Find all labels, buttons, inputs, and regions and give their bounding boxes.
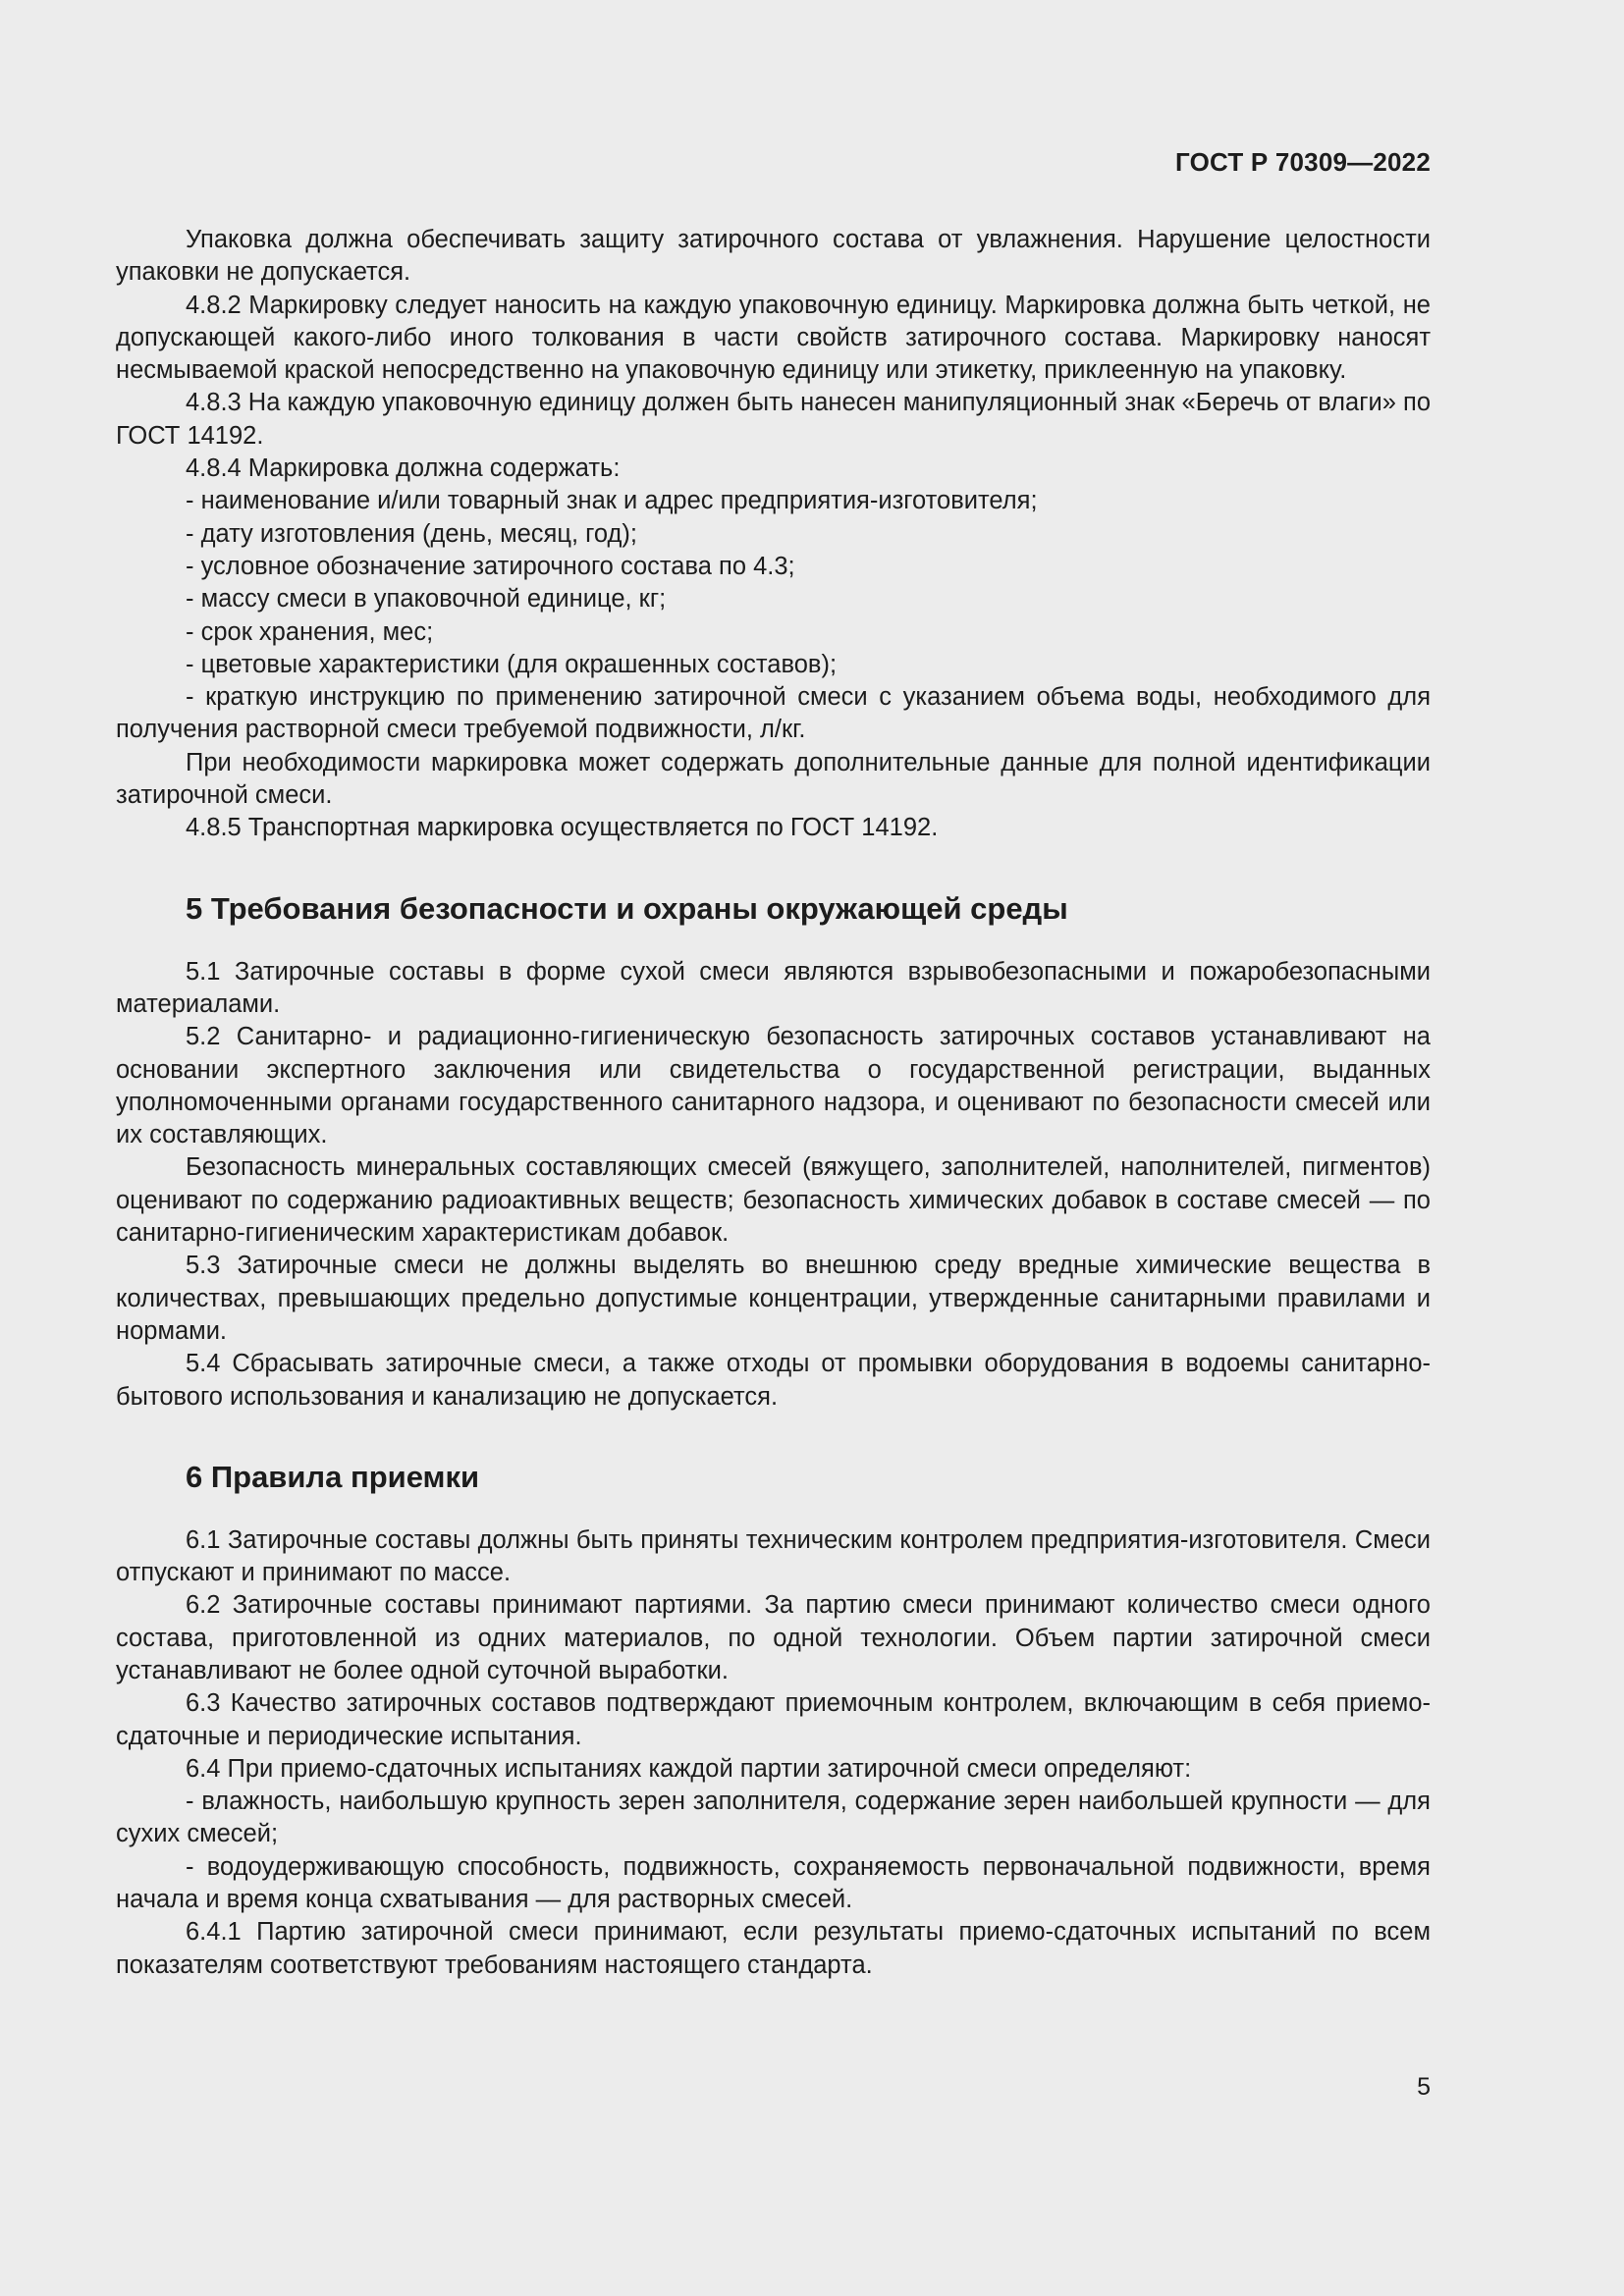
list-item: - водоудерживающую способность, подвижность, сохраняемость первоначальной подвижности, время начала и время конца схватывания — для растворных смесей. (116, 1852, 1431, 1914)
list-item: - дату изготовления (день, месяц, год); (186, 519, 637, 548)
document-body (116, 224, 1431, 1982)
paragraph-6-4: 6.4 При приемо-сдаточных испытаниях каждой партии затирочной смеси определяют: (186, 1754, 1192, 1783)
list-item: - влажность, наибольшую крупность зерен заполнителя, содержание зерен наибольшей крупности — для сухих смесей; (116, 1788, 1431, 1848)
paragraph-6-1: 6.1 Затирочные составы должны быть приняты техническим контролем предприятия-изготовителя. Смеси отпускают и принимают по массе. (116, 1525, 1431, 1587)
page-number: 5 (1417, 2073, 1431, 2101)
list-item: - наименование и/или товарный знак и адрес предприятия-изготовителя; (186, 487, 1038, 515)
section-6-title: 6 Правила приемки (186, 1459, 480, 1494)
section-5-title: 5 Требования безопасности и охраны окружающей среды (186, 890, 1068, 926)
paragraph-5-4: 5.4 Сбрасывать затирочные смеси, а также отходы от промывки оборудования в водоемы санитарно-бытового использования и канализацию не допускается. (116, 1350, 1431, 1411)
paragraph-5-1: 5.1 Затирочные составы в форме сухой смеси являются взрывобезопасными и пожаробезопасными материалами. (116, 957, 1431, 1018)
list-item: - краткую инструкцию по применению затирочной смеси с указанием объема воды, необходимого для получения растворной смеси требуемой подвижности, л/кг. (116, 683, 1431, 744)
paragraph-6-3: 6.3 Качество затирочных составов подтверждают приемочным контролем, включающим в себя приемо-сдаточные и периодические испытания. (116, 1689, 1431, 1750)
paragraph-packaging: Упаковка должна обеспечивать защиту затирочного состава от увлажнения. Нарушение целостности упаковки не допускается. (116, 226, 1431, 287)
list-item: - цветовые характеристики (для окрашенных составов); (186, 650, 838, 678)
paragraph-4-8-3: 4.8.3 На каждую упаковочную единицу должен быть нанесен манипуляционный знак «Беречь от влаги» по ГОСТ 14192. (116, 389, 1432, 450)
paragraph-4-8-2: 4.8.2 Маркировку следует наносить на каждую упаковочную единицу. Маркировка должна быть четкой, не допускающей какого-либо иного толкования в части свойств затирочного состава. Маркировку наносят несмываемой краской непосредственно на упаковочную единицу или этикетку, приклеенную на упаковку. (116, 291, 1431, 385)
paragraph-4-8-5: 4.8.5 Транспортная маркировка осуществляется по ГОСТ 14192. (186, 814, 939, 842)
paragraph-4-8-4: 4.8.4 Маркировка должна содержать: (186, 454, 621, 483)
paragraph-5-2-safety: Безопасность минеральных составляющих смесей (вяжущего, заполнителей, наполнителей, пигментов) оценивают по содержанию радиоактивных веществ; безопасность химических добавок в составе смесей — по санитарно-гигиеническим характеристикам добавок. (116, 1153, 1431, 1248)
document-code: ГОСТ Р 70309—2022 (1175, 147, 1431, 177)
paragraph-6-4-1: 6.4.1 Партию затирочной смеси принимают, если результаты приемо-сдаточных испытаний по всем показателям соответствуют требованиям настоящего стандарта. (116, 1918, 1431, 1979)
paragraph-5-3: 5.3 Затирочные смеси не должны выделять во внешнюю среду вредные химические вещества в количествах, превышающих предельно допустимые концентрации, утвержденные санитарными правилами и нормами. (116, 1252, 1431, 1345)
list-item: - срок хранения, мес; (186, 617, 434, 646)
list-item: - массу смеси в упаковочной единице, кг; (186, 585, 667, 614)
list-item: - условное обозначение затирочного состава по 4.3; (186, 552, 795, 580)
paragraph-extra-marking: При необходимости маркировка может содержать дополнительные данные для полной идентификации затирочной смеси. (116, 748, 1431, 810)
paragraph-6-2: 6.2 Затирочные составы принимают партиями. За партию смеси принимают количество смеси одного состава, приготовленной из одних материалов, по одной технологии. Объем партии затирочной смеси устанавливают не более одной суточной выработки. (116, 1591, 1431, 1684)
paragraph-5-2: 5.2 Санитарно- и радиационно-гигиеническую безопасность затирочных составов устанавливают на основании экспертного заключения или свидетельства о государственной регистрации, выданных уполномоченными органами государственного санитарного надзора, и оценивают по безопасности смесей или их составляющих. (116, 1023, 1431, 1149)
